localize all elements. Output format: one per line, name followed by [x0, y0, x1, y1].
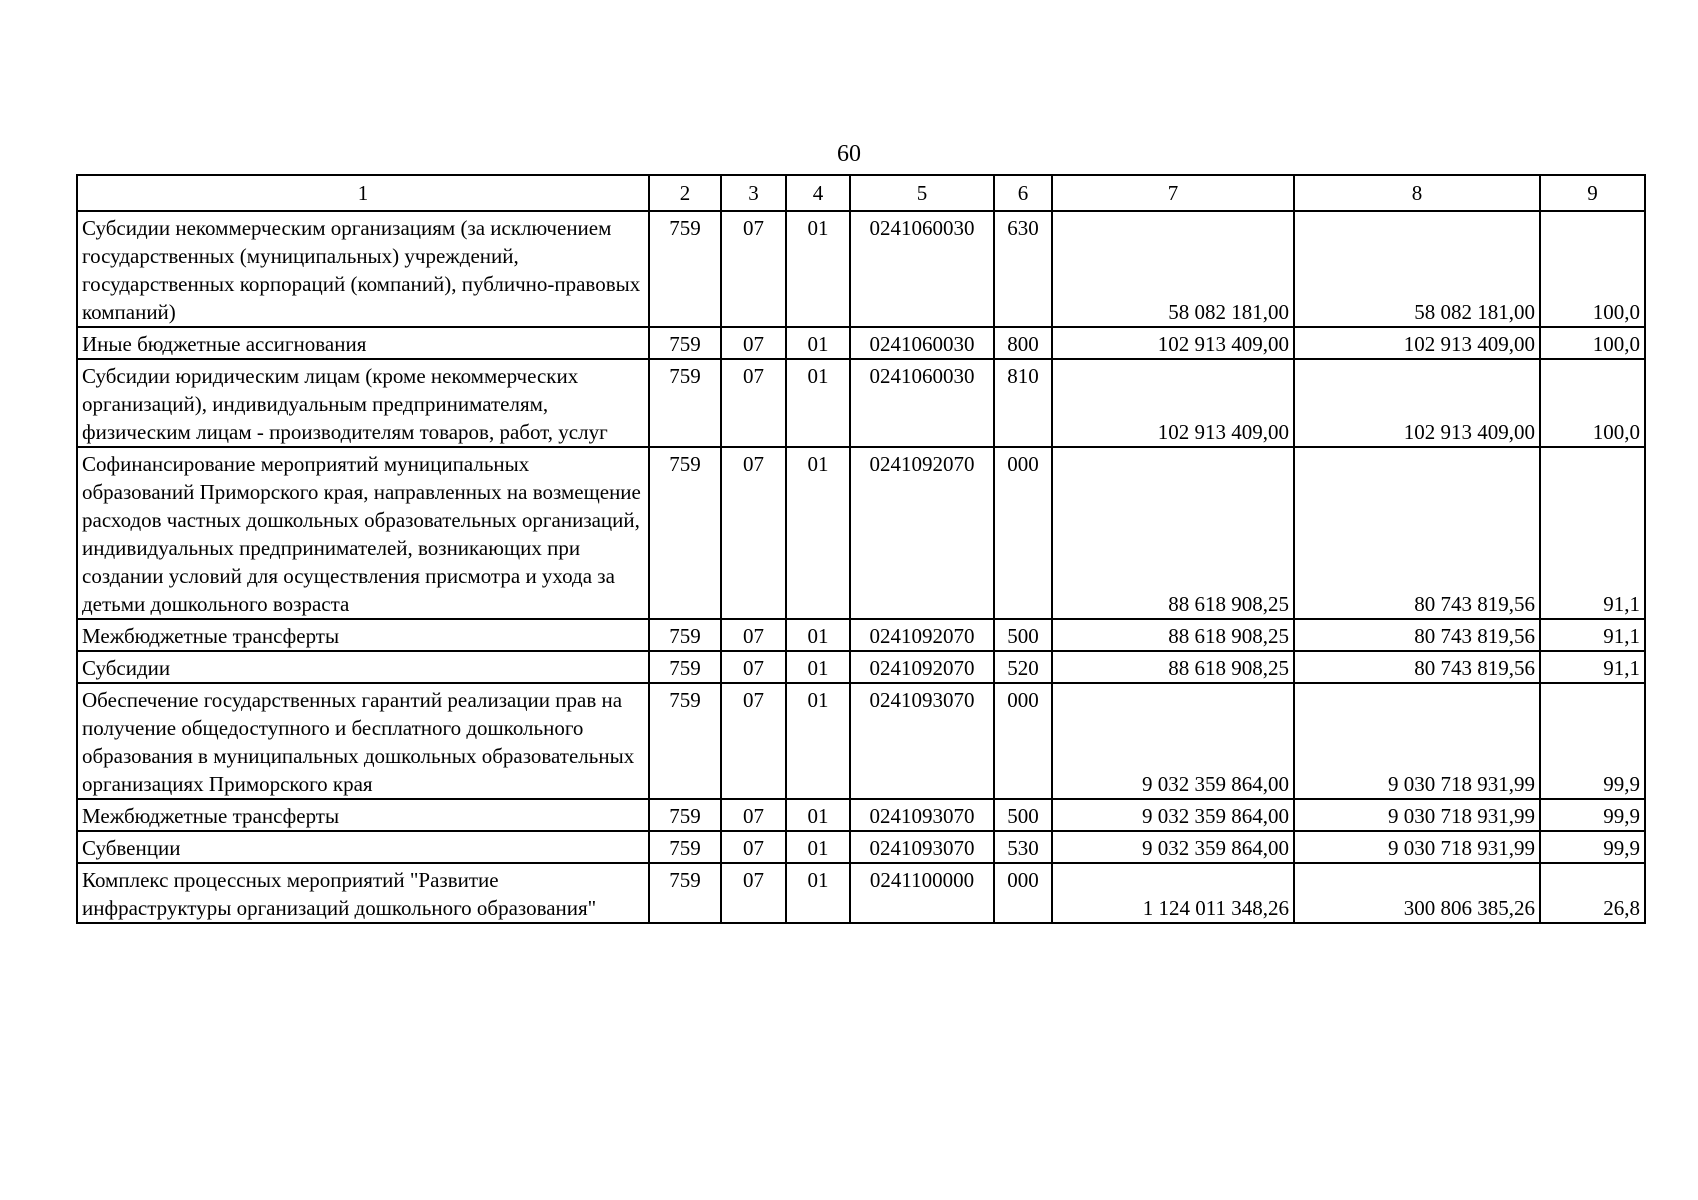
budget-table: [76, 174, 1646, 924]
table-row: [77, 683, 1645, 799]
section-code: 07: [721, 799, 786, 831]
subsection-code: 01: [786, 327, 850, 359]
target-article-code: 0241093070: [850, 683, 994, 799]
section-code: 07: [721, 211, 786, 327]
grbs-code: 759: [649, 447, 721, 619]
table-row: [77, 327, 1645, 359]
actual-amount: 300 806 385,26: [1294, 863, 1540, 923]
execution-percent: 91,1: [1540, 447, 1645, 619]
target-article-code: 0241092070: [850, 447, 994, 619]
column-header: 5: [850, 175, 994, 211]
planned-amount: 1 124 011 348,26: [1052, 863, 1294, 923]
subsection-code: 01: [786, 799, 850, 831]
section-code: 07: [721, 683, 786, 799]
expense-type-code: 810: [994, 359, 1052, 447]
execution-percent: 99,9: [1540, 831, 1645, 863]
grbs-code: 759: [649, 359, 721, 447]
grbs-code: 759: [649, 799, 721, 831]
table-row: [77, 211, 1645, 327]
target-article-code: 0241092070: [850, 651, 994, 683]
expense-type-code: 000: [994, 447, 1052, 619]
column-header: 6: [994, 175, 1052, 211]
planned-amount: 102 913 409,00: [1052, 359, 1294, 447]
actual-amount: 102 913 409,00: [1294, 327, 1540, 359]
execution-percent: 91,1: [1540, 619, 1645, 651]
expense-type-code: 000: [994, 683, 1052, 799]
expense-name: Обеспечение государственных гарантий реализации прав на получение общедоступного и бесплатного дошкольного образования в муниципальных дошкольных образовательных организациях Приморского края: [77, 683, 649, 799]
actual-amount: 102 913 409,00: [1294, 359, 1540, 447]
target-article-code: 0241060030: [850, 327, 994, 359]
table-row: [77, 799, 1645, 831]
grbs-code: 759: [649, 651, 721, 683]
planned-amount: 9 032 359 864,00: [1052, 683, 1294, 799]
section-code: 07: [721, 359, 786, 447]
target-article-code: 0241093070: [850, 831, 994, 863]
target-article-code: 0241060030: [850, 211, 994, 327]
actual-amount: 80 743 819,56: [1294, 447, 1540, 619]
subsection-code: 01: [786, 683, 850, 799]
planned-amount: 9 032 359 864,00: [1052, 799, 1294, 831]
expense-name: Софинансирование мероприятий муниципальных образований Приморского края, направленных на возмещение расходов частных дошкольных образовательных организаций, индивидуальных предпринимателей, возникающих при создании условий для осуществления присмотра и ухода за детьми дошкольного возраста: [77, 447, 649, 619]
column-header: 4: [786, 175, 850, 211]
execution-percent: 100,0: [1540, 211, 1645, 327]
planned-amount: 88 618 908,25: [1052, 651, 1294, 683]
grbs-code: 759: [649, 831, 721, 863]
target-article-code: 0241092070: [850, 619, 994, 651]
section-code: 07: [721, 447, 786, 619]
execution-percent: 100,0: [1540, 327, 1645, 359]
section-code: 07: [721, 619, 786, 651]
subsection-code: 01: [786, 359, 850, 447]
subsection-code: 01: [786, 619, 850, 651]
subsection-code: 01: [786, 211, 850, 327]
expense-name: Иные бюджетные ассигнования: [77, 327, 649, 359]
expense-name: Субвенции: [77, 831, 649, 863]
target-article-code: 0241100000: [850, 863, 994, 923]
section-code: 07: [721, 651, 786, 683]
table-row: [77, 447, 1645, 619]
subsection-code: 01: [786, 831, 850, 863]
section-code: 07: [721, 863, 786, 923]
column-header: 7: [1052, 175, 1294, 211]
planned-amount: 102 913 409,00: [1052, 327, 1294, 359]
expense-type-code: 800: [994, 327, 1052, 359]
execution-percent: 100,0: [1540, 359, 1645, 447]
expense-name: Межбюджетные трансферты: [77, 799, 649, 831]
actual-amount: 9 030 718 931,99: [1294, 683, 1540, 799]
column-header: 8: [1294, 175, 1540, 211]
expense-type-code: 000: [994, 863, 1052, 923]
column-header: 9: [1540, 175, 1645, 211]
planned-amount: 88 618 908,25: [1052, 619, 1294, 651]
grbs-code: 759: [649, 683, 721, 799]
subsection-code: 01: [786, 651, 850, 683]
planned-amount: 9 032 359 864,00: [1052, 831, 1294, 863]
target-article-code: 0241093070: [850, 799, 994, 831]
expense-type-code: 630: [994, 211, 1052, 327]
execution-percent: 99,9: [1540, 799, 1645, 831]
target-article-code: 0241060030: [850, 359, 994, 447]
table-row: [77, 619, 1645, 651]
actual-amount: 58 082 181,00: [1294, 211, 1540, 327]
expense-type-code: 520: [994, 651, 1052, 683]
grbs-code: 759: [649, 863, 721, 923]
expense-name: Межбюджетные трансферты: [77, 619, 649, 651]
header-row: [77, 175, 1645, 211]
page-number: 60: [837, 141, 861, 167]
expense-name: Комплекс процессных мероприятий "Развитие инфраструктуры организаций дошкольного образования": [77, 863, 649, 923]
table-row: [77, 831, 1645, 863]
expense-name: Субсидии юридическим лицам (кроме некоммерческих организаций), индивидуальным предпринимателям, физическим лицам - производителям товаров, работ, услуг: [77, 359, 649, 447]
column-header: 3: [721, 175, 786, 211]
execution-percent: 26,8: [1540, 863, 1645, 923]
expense-name: Субсидии: [77, 651, 649, 683]
subsection-code: 01: [786, 863, 850, 923]
planned-amount: 88 618 908,25: [1052, 447, 1294, 619]
actual-amount: 9 030 718 931,99: [1294, 831, 1540, 863]
actual-amount: 80 743 819,56: [1294, 651, 1540, 683]
grbs-code: 759: [649, 327, 721, 359]
expense-type-code: 500: [994, 799, 1052, 831]
execution-percent: 91,1: [1540, 651, 1645, 683]
column-header: 2: [649, 175, 721, 211]
expense-name: Субсидии некоммерческим организациям (за исключением государственных (муниципальных) учреждений, государственных корпораций (компаний), публично-правовых компаний): [77, 211, 649, 327]
section-code: 07: [721, 327, 786, 359]
actual-amount: 80 743 819,56: [1294, 619, 1540, 651]
column-header: 1: [77, 175, 649, 211]
section-code: 07: [721, 831, 786, 863]
grbs-code: 759: [649, 211, 721, 327]
table-row: [77, 651, 1645, 683]
expense-type-code: 530: [994, 831, 1052, 863]
planned-amount: 58 082 181,00: [1052, 211, 1294, 327]
table-row: [77, 863, 1645, 923]
expense-type-code: 500: [994, 619, 1052, 651]
grbs-code: 759: [649, 619, 721, 651]
execution-percent: 99,9: [1540, 683, 1645, 799]
actual-amount: 9 030 718 931,99: [1294, 799, 1540, 831]
table-row: [77, 359, 1645, 447]
subsection-code: 01: [786, 447, 850, 619]
